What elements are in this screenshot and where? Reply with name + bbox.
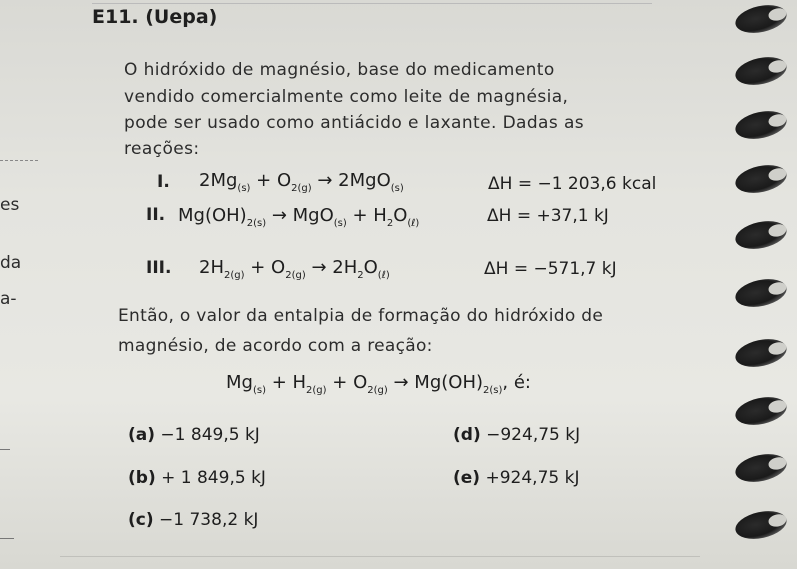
left-dash [0, 160, 38, 162]
bottom-rule [60, 556, 700, 557]
intro-line-1: O hidróxido de magnésio, base do medicamento [124, 60, 555, 80]
left-fragment-3: a- [0, 289, 17, 309]
option-a[interactable]: (a) −1 849,5 kJ [128, 425, 260, 445]
reaction-1-equation: $2Mg_{(s)} + O_{2(g)} \to 2MgO_{(s)}$ [199, 170, 404, 194]
binding-ring-icon [733, 53, 789, 89]
binding-ring-icon [733, 393, 789, 429]
option-b[interactable]: (b) + 1 849,5 kJ [128, 468, 266, 488]
option-d[interactable]: (d) −924,75 kJ [453, 425, 581, 445]
reaction-2-numeral: II. [146, 205, 166, 225]
intro-line-3: pode ser usado como antiácido e laxante. Dadas as [124, 113, 585, 133]
top-rule [92, 3, 652, 4]
binding-ring-icon [733, 507, 789, 543]
reaction-1-numeral: I. [157, 172, 170, 192]
binding-ring-icon [733, 161, 789, 197]
reaction-3-enthalpy: ΔH = −571,7 kJ [484, 259, 617, 279]
question-line-2: magnésio, de acordo com a reação: [118, 336, 433, 356]
intro-line-2: vendido comercialmente como leite de magnésia, [124, 87, 569, 107]
reaction-3-numeral: III. [146, 258, 172, 278]
left-fragment-1: es [0, 195, 20, 215]
reaction-3-equation: $2H_{2(g)} + O_{2(g)} \to 2H_2O_{(\ell)}$ [199, 257, 390, 281]
exercise-title: E11. (Uepa) [92, 6, 218, 28]
question-line-1: Então, o valor da entalpia de formação do hidróxido de [118, 306, 604, 326]
binding-ring-icon [733, 217, 789, 253]
binding-ring-icon [733, 450, 789, 486]
intro-line-4: reações: [124, 139, 200, 159]
binding-ring-icon [733, 107, 789, 143]
binding-ring-icon [733, 275, 789, 311]
left-tick-2 [0, 538, 14, 539]
spiral-binding [727, 0, 797, 569]
formation-reaction: $Mg_{(s)} + H_{2(g)} + O_{2(g)} \to Mg(OH)_{2(s)}$, é: [226, 372, 531, 396]
reaction-2-equation: $Mg(OH)_{2(s)} \to MgO_{(s)} + H_2O_{(\ell)}$ [178, 205, 420, 229]
binding-ring-icon [733, 1, 789, 37]
reaction-2-enthalpy: ΔH = +37,1 kJ [487, 206, 609, 226]
option-c[interactable]: (c) −1 738,2 kJ [128, 510, 259, 530]
option-e[interactable]: (e) +924,75 kJ [453, 468, 580, 488]
binding-ring-icon [733, 335, 789, 371]
left-tick-1 [0, 449, 10, 450]
reaction-1-enthalpy: ΔH = −1 203,6 kcal [488, 174, 657, 194]
left-fragment-2: da [0, 253, 22, 273]
